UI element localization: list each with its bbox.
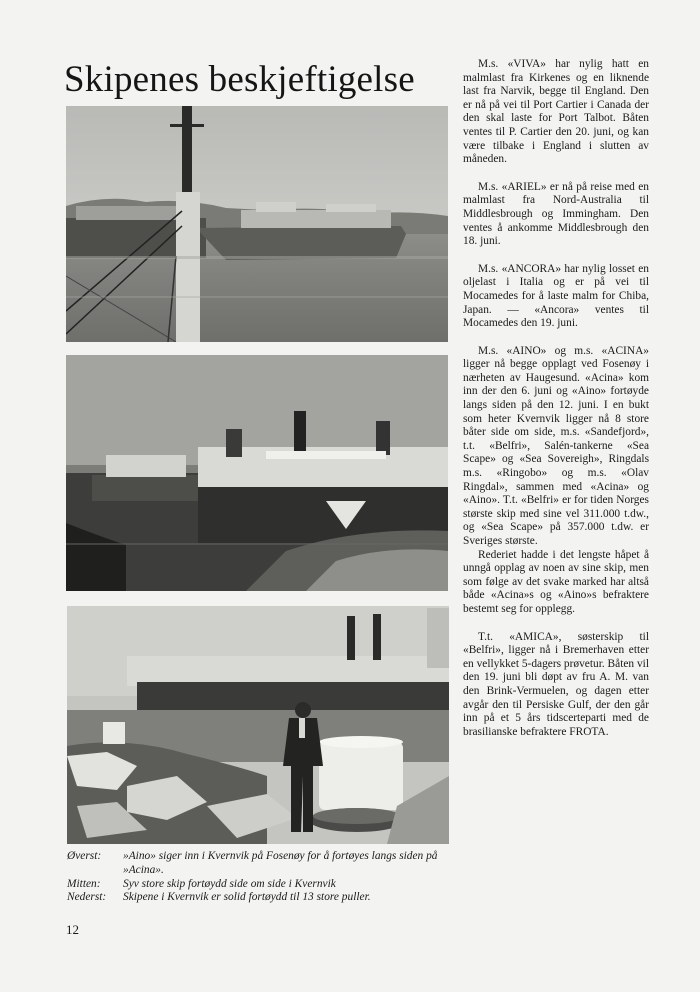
caption-top: [67, 850, 467, 878]
paragraph-rederiet: Rederiet hadde i det lengste håpet å unngå opplag av noen av sine skip, men som følge av det svake marked har altså både «Acina»s og «Aino»s befraktere bestemt seg for opplegg.: [463, 548, 649, 615]
paragraph-ariel: M.s. «ARIEL» er nå på reise med en malmlast fra Nord-Australia til Middlesbrough og Immingham. Den ventes å ankomme Middlesbrough den 18. juni.: [463, 180, 649, 248]
page-number: 12: [66, 922, 79, 937]
paragraph-ancora: M.s. «ANCORA» har nylig losset en oljelast i Italia og er på vei til Mocamedes for å laste malm for Chiba, Japan. — «Ancora» ventes til Mocamedes den 19. juni.: [463, 262, 649, 330]
caption-bottom: [67, 891, 467, 905]
caption-text: Skipene i Kvernvik er solid fortøydd til 13 store puller.: [123, 891, 371, 904]
article-column: [463, 58, 649, 753]
photo-captions: [67, 850, 467, 905]
paragraph-aino-acina: M.s. «AINO» og m.s. «ACINA» ligger nå begge opplagt ved Fosenøy i nærheten av Haugesund. «Acina» kom inn der den 6. juni og «Aino» fortøyde langs siden på den 12. juni. I en bukt som heter Kvernvik ligger nå 8 store båter side om side, m.s. «Sandefjord», t.t. «Belfri», Salén-tankerne «Sea Scape» og «Sea Sovereigh», Ringdals m.s. «Ringobo» og m.s. «Olav Ringdal», sammen med «Acina» og «Aino». T.t. «Belfri» er for tiden Norges største skip med sine vel 311.000 t.dw., og «Sea Scape» på 357.000 t.dw. er Sveriges største.: [463, 344, 649, 547]
caption-text: »Aino» siger inn i Kvernvik på Fosenøy for å fortøyes langs siden på »Acina».: [123, 850, 438, 876]
paragraph-amica: T.t. «AMICA», søsterskip til «Belfri», ligger nå i Bremerhaven etter en vellykket 5-dagers prøvetur. Båten vil den 19. juni bli døpt av fru A. M. van den Brink-Vermuelen, og dagen etter avgår den til Persiske Gulf, der den går inn på et 5 års tidscerteparti med de brasilianske befraktere FROTA.: [463, 630, 649, 738]
caption-text: Syv store skip fortøydd side om side i Kvernvik: [123, 877, 336, 890]
caption-middle: [67, 878, 467, 892]
photo-seven-ships: [66, 355, 448, 591]
caption-label: Mitten:: [67, 877, 101, 890]
photo-ships-arriving: [66, 106, 448, 342]
page-title: Skipenes beskjeftigelse: [64, 59, 415, 100]
caption-label: Øverst:: [67, 850, 102, 862]
photo-mooring-bollards: [67, 606, 449, 844]
caption-label: Nederst:: [67, 891, 107, 904]
paragraph-viva: M.s. «VIVA» har nylig hatt en malmlast fra Kirkenes og en liknende last fra Narvik, begge til England. Den er nå på vei til Port Cartier i Canada der den skal laste for Port Talbot. Båten ventes til P. Cartier den 20. juni, og kan være tilbake i England i slutten av måneden.: [463, 58, 649, 166]
